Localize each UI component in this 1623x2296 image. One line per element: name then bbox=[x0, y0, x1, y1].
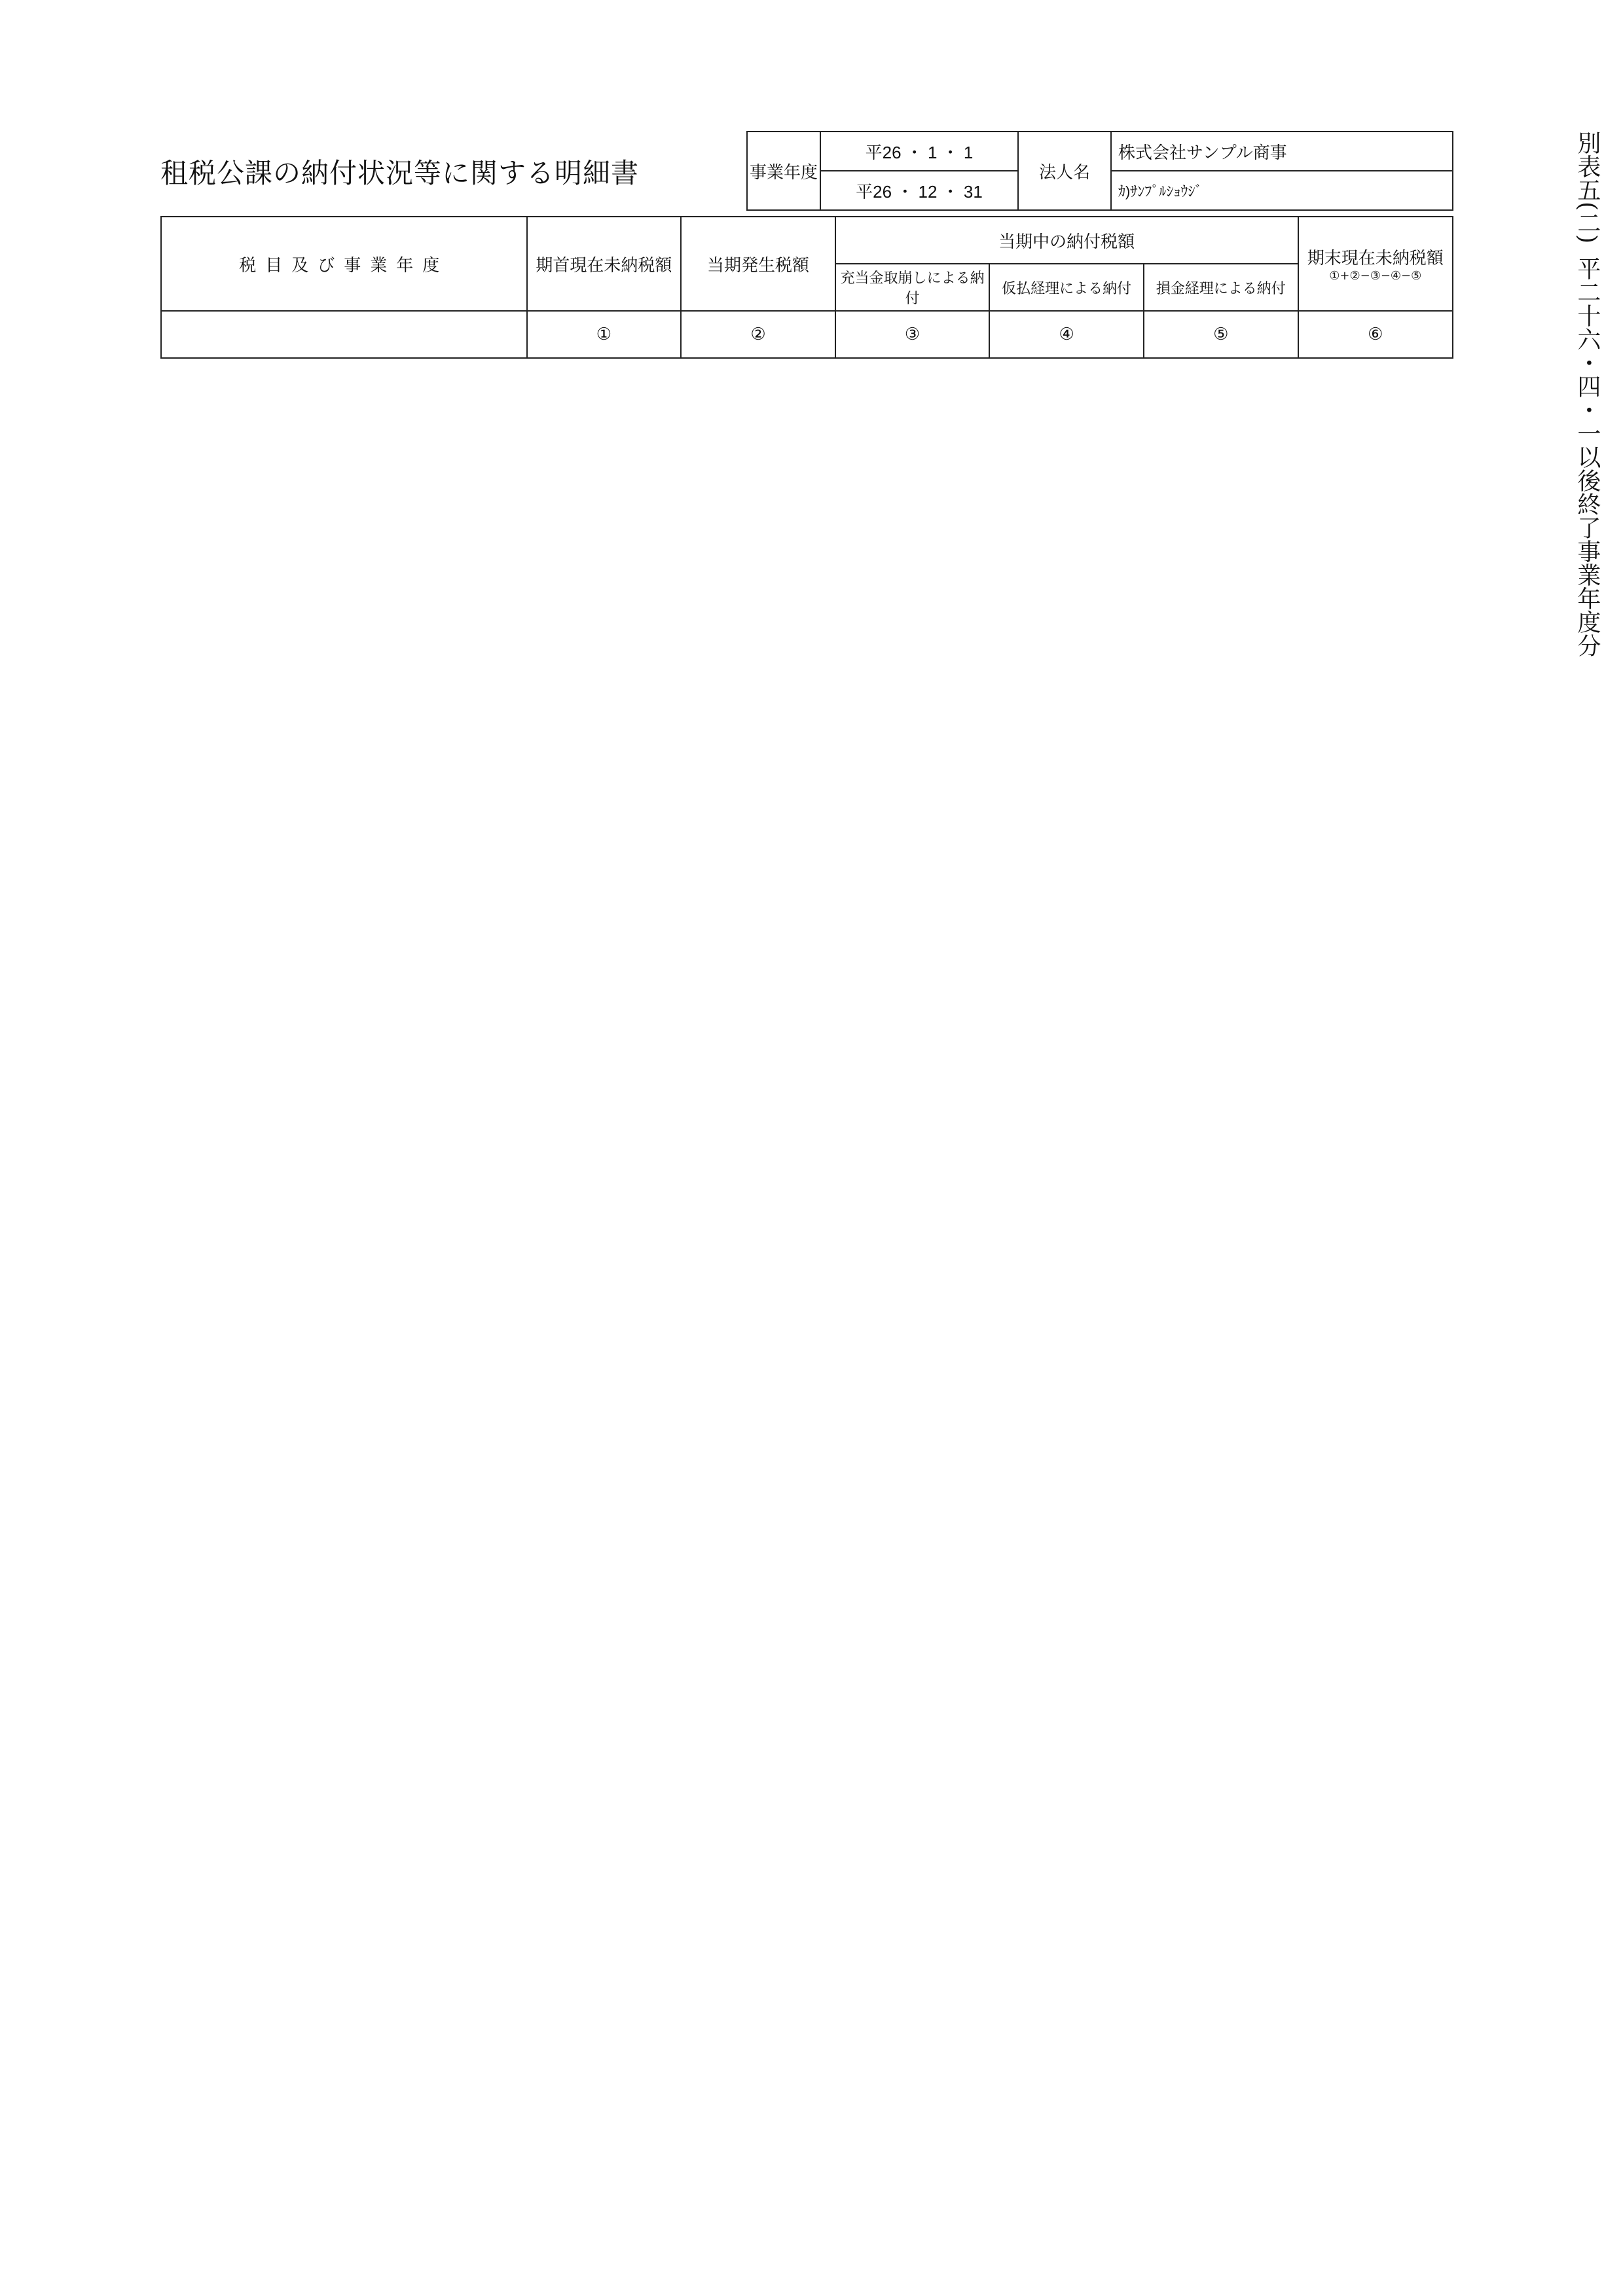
group-header: 当期中の納付税額 bbox=[835, 217, 1298, 264]
column-header bbox=[160, 216, 1453, 359]
c5-header: 損金経理による納付 bbox=[1144, 264, 1298, 311]
period-note: 平二十六・四・一以後終了事業年度分 bbox=[1573, 257, 1601, 658]
c6-formula: ①+②−③−④−⑤ bbox=[1329, 269, 1422, 283]
period-company-box bbox=[746, 131, 1453, 211]
n0 bbox=[161, 311, 527, 358]
period-from: 平26 ・ 1 ・ 1 bbox=[820, 132, 1018, 171]
c2-header: 当期発生税額 bbox=[681, 217, 835, 311]
page-title: 租税公課の納付状況等に関する明細書 bbox=[160, 157, 640, 189]
n3: ③ bbox=[835, 311, 990, 358]
n5: ⑤ bbox=[1144, 311, 1298, 358]
period-to: 平26 ・ 12 ・ 31 bbox=[820, 171, 1018, 210]
company-name: 株式会社サンプル商事 bbox=[1111, 132, 1453, 171]
c6-header bbox=[1298, 217, 1453, 311]
form-number: 別表五(二) bbox=[1573, 131, 1601, 244]
company-label: 法人名 bbox=[1018, 132, 1111, 210]
c3-header: 充当金取崩しによる納付 bbox=[835, 264, 990, 311]
c1-header: 期首現在未納税額 bbox=[527, 217, 682, 311]
n2: ② bbox=[681, 311, 835, 358]
side-column bbox=[1564, 131, 1610, 657]
period-label: 事業年度 bbox=[747, 132, 820, 210]
n4: ④ bbox=[989, 311, 1144, 358]
n6: ⑥ bbox=[1298, 311, 1453, 358]
c6-label: 期末現在未納税額 bbox=[1307, 249, 1444, 268]
item-header: 税目及び事業年度 bbox=[161, 217, 527, 311]
n1: ① bbox=[527, 311, 682, 358]
c4-header: 仮払経理による納付 bbox=[989, 264, 1144, 311]
company-kana: ｶ)ｻﾝﾌﾟﾙｼｮｳｼﾞ bbox=[1111, 171, 1453, 210]
